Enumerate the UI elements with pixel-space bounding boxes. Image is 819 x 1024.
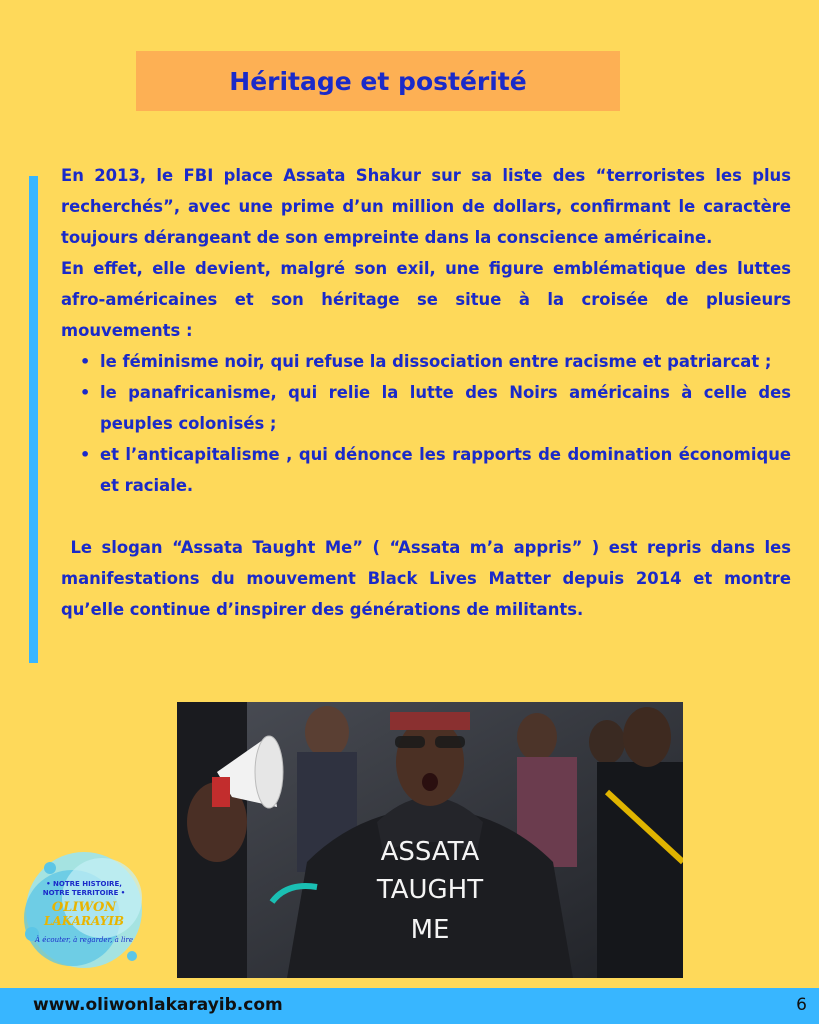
svg-text:• NOTRE HISTOIRE,: • NOTRE HISTOIRE, [46,880,122,888]
page-title: Héritage et postérité [229,66,527,96]
bullet-icon: • [80,352,91,371]
bullet-icon: • [80,445,91,464]
oliwon-logo [12,838,152,978]
list-item: • et l’anticapitalisme , qui dénonce les rapports de domination économique et raciale. [61,439,791,501]
svg-text:NOTRE TERRITOIRE •: NOTRE TERRITOIRE • [42,889,126,897]
website-link[interactable]: www.oliwonlakarayib.com [33,995,283,1015]
svg-text:À écouter, à regarder, à lire: À écouter, à regarder, à lire [35,936,133,944]
svg-text:OLIWON: OLIWON [51,900,117,915]
paragraph-slogan: Le slogan “Assata Taught Me” ( “Assata m’a appris” ) est repris dans les manifestations du mouvement Black Lives Matter depuis 2014 et montre qu’elle continue d’inspirer des générations de militants. [61,538,797,619]
shirt-text-3: ME [410,915,450,945]
shirt-text-2: TAUGHT [376,875,484,905]
paragraph-heritage: En effet, elle devient, malgré son exil, une figure emblématique des luttes afro-américaines et son héritage se situe à la croisée de plusieurs mouvements : [61,259,791,340]
footer-bar [0,988,819,1024]
bullet-icon: • [80,383,91,402]
list-item: • le féminisme noir, qui refuse la dissociation entre racisme et patriarcat ; [61,346,791,377]
svg-text:LAKARAYIB: LAKARAYIB [43,914,125,928]
accent-bar [29,176,38,663]
paragraph-fbi: En 2013, le FBI place Assata Shakur sur sa liste des “terroristes les plus recherchés”, avec une prime d’un million de dollars, confirmant le caractère toujours dérangeant de son empreinte dans la conscience américaine. [61,166,791,247]
title-banner [136,51,620,111]
shirt-text-1: ASSATA [380,837,480,867]
page-number: 6 [796,995,807,1015]
list-item: • le panafricanisme, qui relie la lutte des Noirs américains à celle des peuples colonisés ; [61,377,791,439]
protest-photo [177,702,683,978]
movement-list [61,346,791,501]
main-text [61,160,797,625]
